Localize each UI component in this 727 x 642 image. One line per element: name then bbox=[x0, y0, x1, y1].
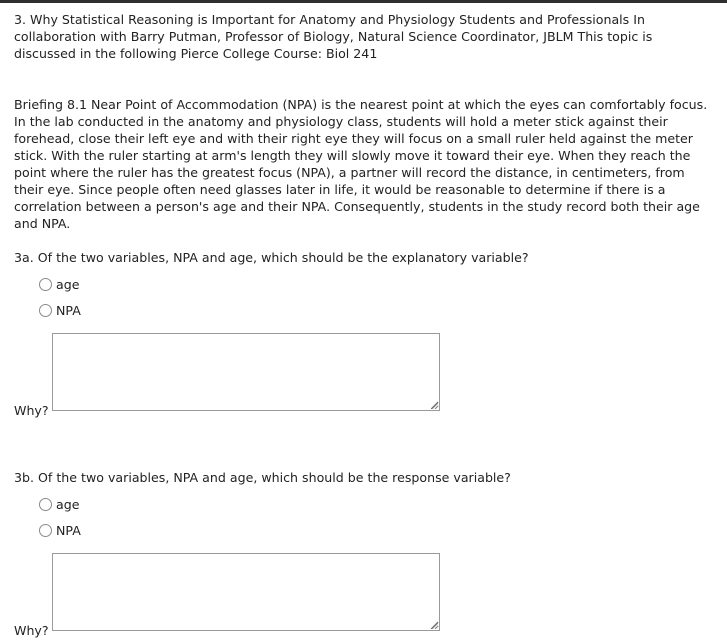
question-3b-answer-textarea[interactable] bbox=[52, 553, 440, 631]
question-3b-text: 3b. Of the two variables, NPA and age, which should be the response variable? bbox=[14, 470, 511, 485]
briefing-paragraph: Briefing 8.1 Near Point of Accommodation (NPA) is the nearest point at which the eyes can comfortably focus. In the lab conducted in the anatomy and physiology class, students will hold a meter stick against their forehead, close their left eye and with their right eye they will focus on a small ruler held against the meter stick. With the ruler starting at arm's length they will slowly move it toward their eye. When they reach the point where the ruler has the greatest focus (NPA), a partner will record the distance, in centimeters, from their eye. Since people often need glasses later in life, it would be reasonable to determine if there is a correlation between a person's age and their NPA. Consequently, students in the study record both their age and NPA. bbox=[14, 97, 708, 231]
question-3a-why-label: Why? bbox=[14, 403, 49, 418]
question-3b-option-npa[interactable] bbox=[39, 522, 81, 539]
option-label: NPA bbox=[56, 523, 81, 538]
radio-button-icon[interactable] bbox=[39, 304, 52, 317]
question-3b-option-age[interactable] bbox=[39, 496, 79, 513]
radio-button-icon[interactable] bbox=[39, 524, 52, 537]
question-3a-text: 3a. Of the two variables, NPA and age, which should be the explanatory variable? bbox=[14, 250, 529, 265]
question-3b-why-label: Why? bbox=[14, 623, 49, 638]
option-label: NPA bbox=[56, 303, 81, 318]
radio-button-icon[interactable] bbox=[39, 278, 52, 291]
option-label: age bbox=[56, 497, 80, 512]
option-label: age bbox=[56, 277, 80, 292]
question-3a-option-age[interactable] bbox=[39, 276, 79, 293]
radio-button-icon[interactable] bbox=[39, 498, 52, 511]
question-3a-answer-textarea[interactable] bbox=[52, 333, 440, 411]
question-3a-option-npa[interactable] bbox=[39, 302, 81, 319]
intro-paragraph: 3. Why Statistical Reasoning is Important for Anatomy and Physiology Students and Professionals In collaboration with Barry Putman, Professor of Biology, Natural Science Coordinator, JBLM This topic is discussed in the following Pierce College Course: Biol 241 bbox=[14, 12, 653, 61]
top-divider bbox=[0, 0, 727, 3]
